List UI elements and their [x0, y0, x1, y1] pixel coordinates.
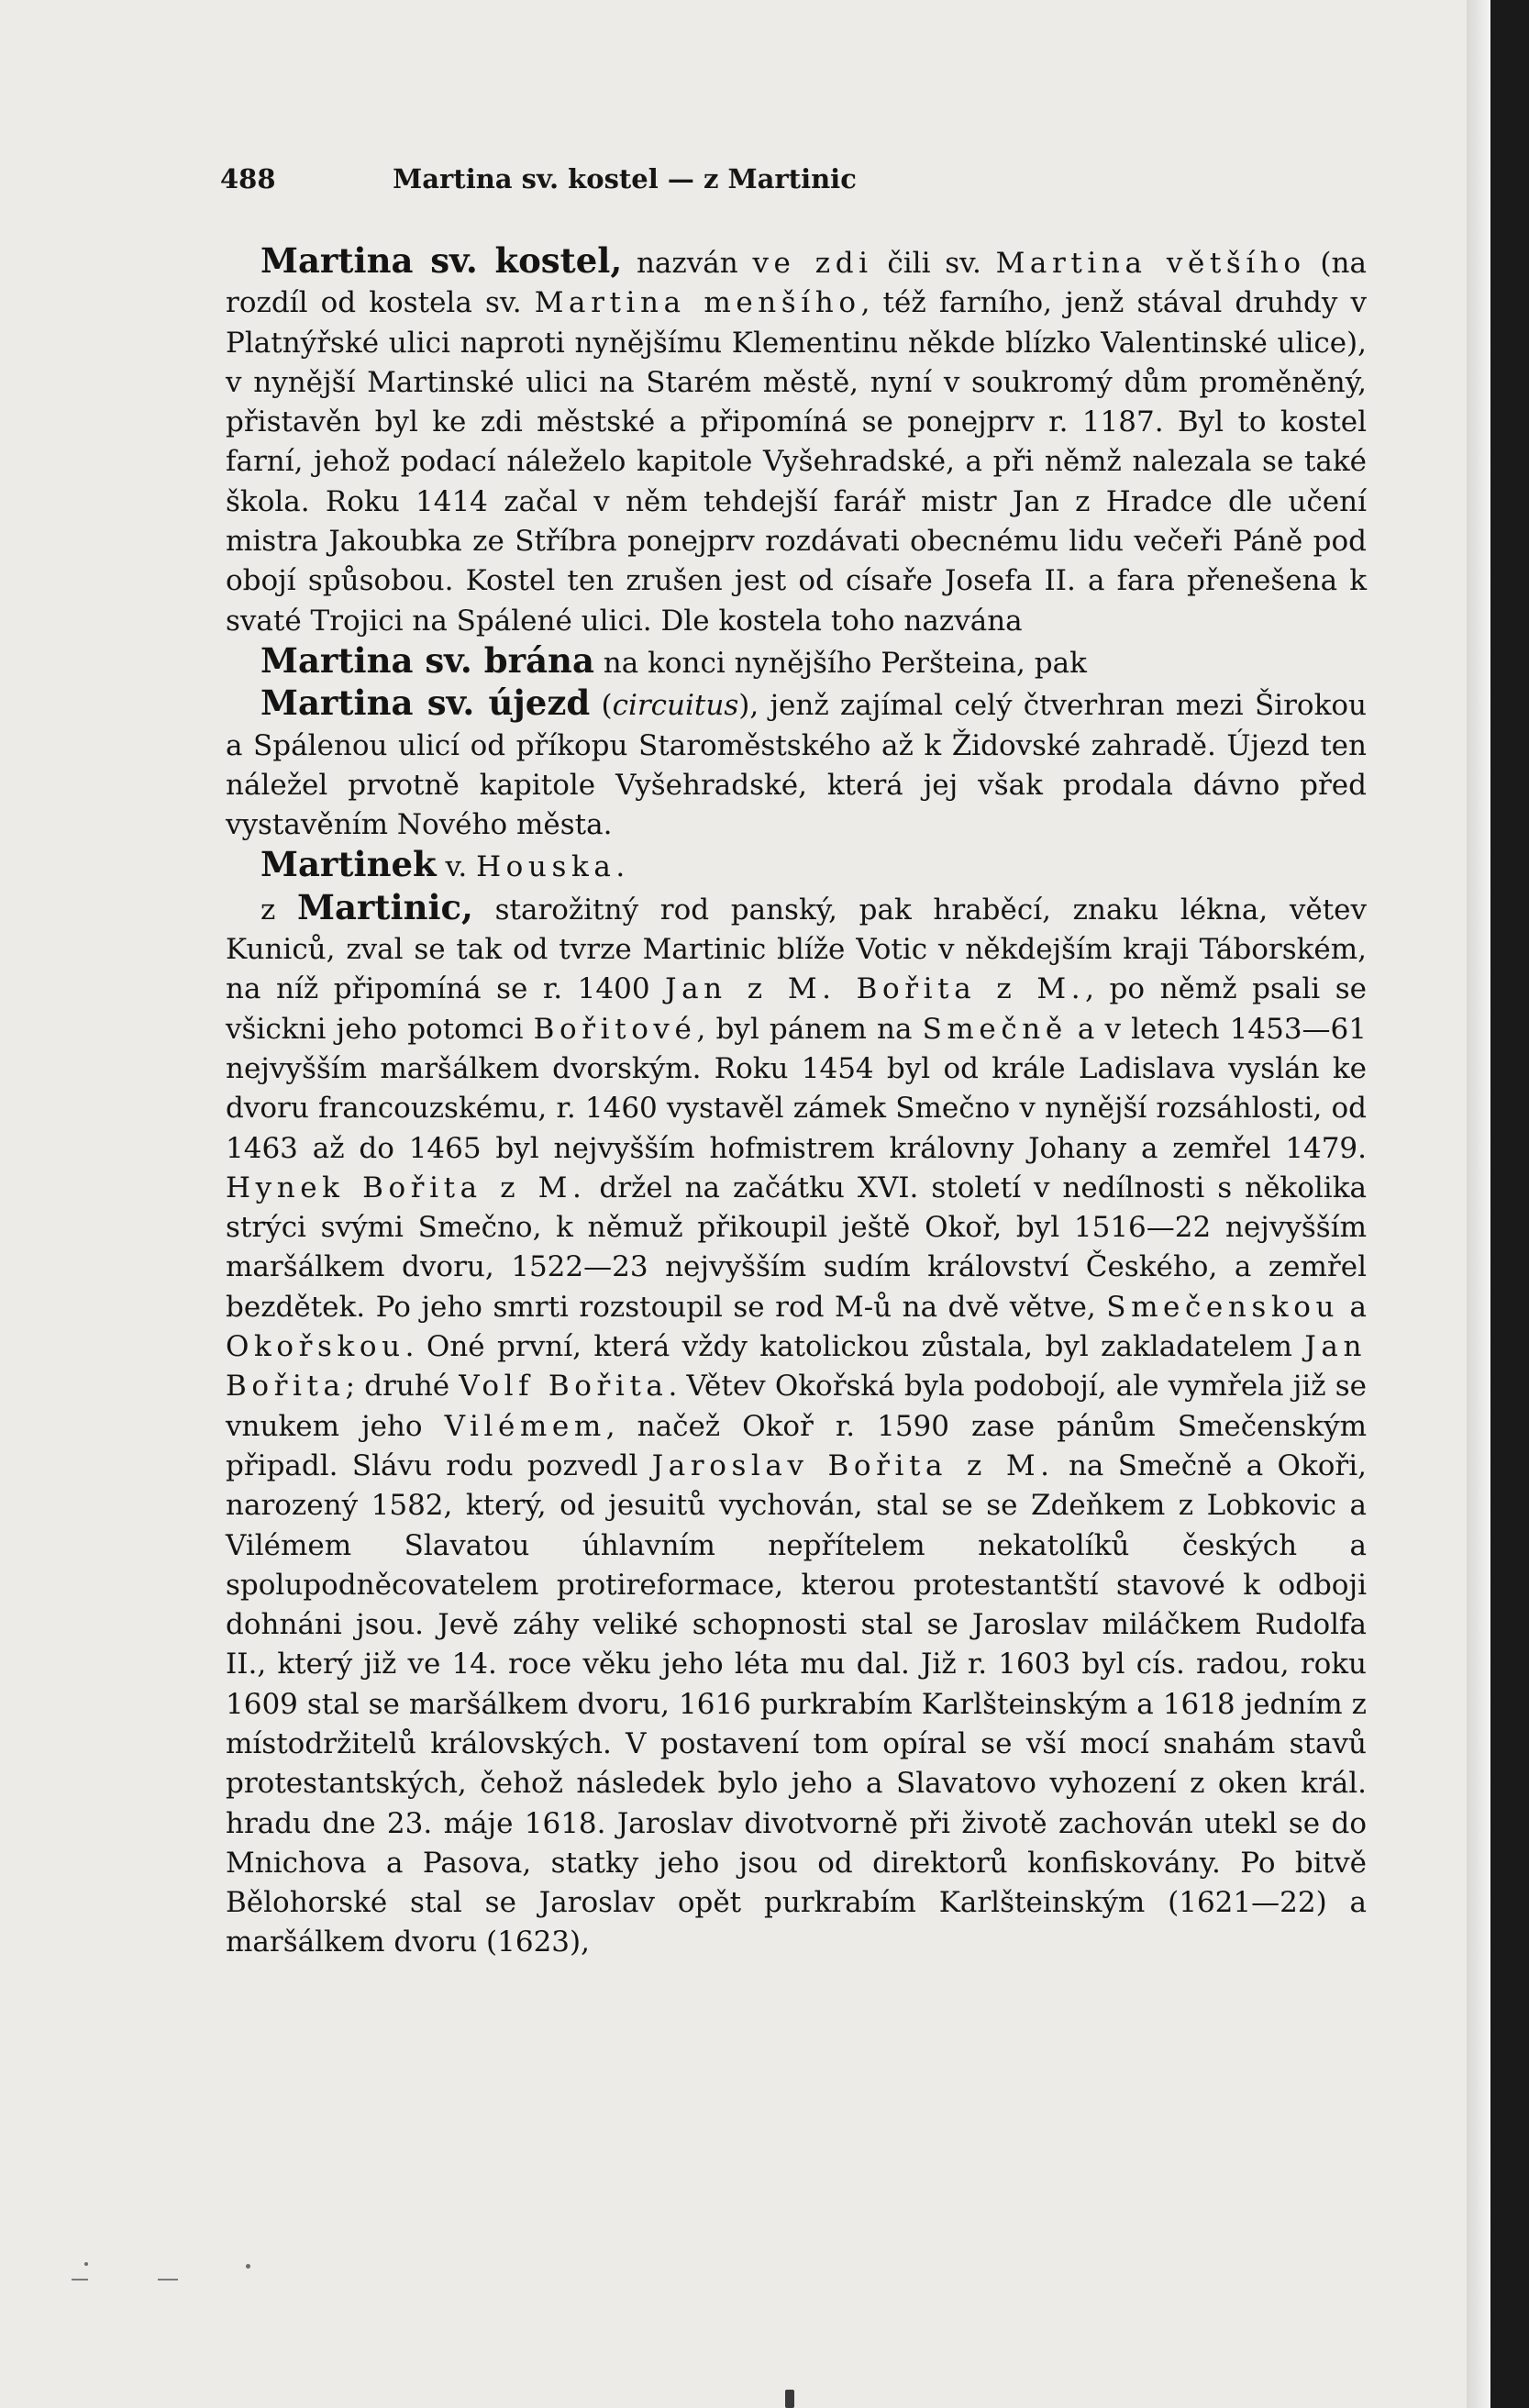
entry-text: , po němž psali se všickni jeho potomci	[226, 972, 1367, 1046]
spaced-text: Jaroslav Bořita z M.	[651, 1448, 1055, 1482]
scan-speck	[84, 2262, 88, 2266]
spaced-text: Smečenskou	[1106, 1290, 1340, 1324]
spaced-text: Hynek Bořita z M.	[226, 1171, 587, 1204]
entry-z-martinic	[226, 888, 1367, 1963]
scan-mark	[158, 2279, 178, 2280]
spaced-text: ve zdi	[752, 247, 873, 280]
spaced-text: Okořskou	[226, 1330, 405, 1364]
scan-artifact	[785, 2390, 794, 2408]
spaced-text: Smečně	[922, 1012, 1068, 1046]
entry-text: (	[590, 689, 613, 723]
entry-headword: Martina sv. újezd	[260, 682, 591, 724]
entry-text: v.	[436, 850, 477, 884]
entry-text: na Smečně a Okoři, narozený 1582, který, od jesuitů vychován, stal se se Zdeňkem z Lobkovic a Vilémem Slavatou úhlavním nepřítelem nekatolíků českých a spolupodněcovatelem protireformace, kterou protestantští stavové k odboji dohnáni jsou. Jevě záhy veliké schopnosti stal se Jaroslav miláčkem Rudolfa II., který již ve 14. roce věku jeho léta mu dal. Již r. 1603 byl cís. radou, roku 1609 stal se maršálkem dvoru, 1616 purkrabím Karlšteinským a 1618 jedním z místodržitelů královských. V postavení tom opíral se vší mocí snahám stavů protestantských, čehož následek bylo jeho a Slavatovo vyhození z oken král. hradu dne 23. máje 1618. Jaroslav divotvorně při životě zachován utekl se do Mnichova a Pasova, statky jeho jsou od direktorů konfiskovány. Po bitvě Bělohorské stal se Jaroslav opět purkrabím Karlšteinským (1621—22) a maršálkem dvoru (1623),	[226, 1448, 1367, 1959]
entry-text: a	[1339, 1290, 1367, 1324]
entry-martinek	[226, 845, 1367, 887]
scan-mark	[72, 2279, 88, 2280]
entry-text: , byl pánem na	[696, 1012, 923, 1046]
entry-text: starožitný rod panský, pak hraběcí, znaku lékna, větev Kuniců, zval se tak od tvrze Martinic blíže Votic v někdejším kraji Táborském, na níž připomíná se r. 1400	[226, 893, 1368, 1006]
spaced-text: Bořitové	[533, 1012, 697, 1046]
entry-headword: Martinek	[260, 844, 437, 885]
entry-headword: Martinic,	[297, 886, 473, 927]
entry-text: , načež Okoř r. 1590 zase pánům Smečenským připadl. Slávu rodu pozvedl	[226, 1409, 1368, 1482]
entry-text: čili sv.	[872, 247, 996, 280]
entry-text: na konci nynějšího Peršteina, pak	[593, 646, 1087, 680]
entry-text: ; druhé	[345, 1370, 460, 1404]
spaced-text: Martina menšího	[534, 286, 861, 320]
entry-text: nazván	[636, 247, 753, 280]
spaced-text: Jan Bořita	[226, 1330, 1367, 1404]
entry-text: . Oné první, která vždy katolickou zůstala, byl zakladatelem	[404, 1330, 1305, 1364]
spaced-text: Martina většího	[995, 247, 1306, 280]
entry-text: držel na začátku XVI. století v nedílnosti s několika strýci svými Smečno, k němuž přikoupil ještě Okoř, byl 1516—22 nejvyšším maršálkem dvoru, 1522—23 nejvyšším sudím království Českého, a zemřel bezdětek. Po jeho smrti rozstoupil se rod M-ů na dvě větve,	[226, 1171, 1367, 1324]
entry-headword: Martina sv. kostel,	[260, 240, 623, 281]
scan-speck	[246, 2264, 250, 2269]
page-header	[220, 163, 1029, 202]
spaced-text: Vilémem	[444, 1409, 606, 1443]
page-number: 488	[220, 163, 276, 194]
entry-text: ), jenž zajímal celý čtverhran mezi Širokou a Spálenou ulicí od příkopu Staroměstského až k Židovské zahradě. Újezd ten náležel prvotně kapitole Vyšehradské, která jej však prodala dávno před vystavěním Nového města.	[226, 689, 1367, 842]
spaced-text: Houska	[476, 850, 616, 884]
spaced-text: Jan z M. Bořita z M.	[665, 972, 1086, 1006]
entry-text: .	[615, 850, 626, 884]
running-title: Martina sv. kostel — z Martinic	[393, 163, 857, 194]
entry-text: . Větev Okořská byla podobojí, ale vymřela již se vnukem jeho	[226, 1370, 1367, 1443]
entry-martina-ujezd	[226, 683, 1367, 845]
entry-text: , též farního, jenž stával druhdy v Platnýřské ulici naproti nynějšímu Klementinu někde blízko Valentinské ulice), v nynější Martinské ulici na Starém městě, nyní v soukromý dům proměněný, přistavěn byl ke zdi městské a připomíná se ponejprv r. 1187. Byl to kostel farní, jehož podací náleželo kapitole Vyšehradské, a při němž nalezala se také škola. Roku 1414 začal v něm tehdejší farář mistr Jan z Hradce dle učení mistra Jakoubka ze Stříbra ponejprv rozdávati obecnému lidu večeři Páně pod obojí spůsobou. Kostel ten zrušen jest od císaře Josefa II. a fara přenešena k svaté Trojici na Spálené ulici. Dle kostela toho nazvána	[226, 286, 1367, 638]
entry-martina-kostel	[226, 241, 1367, 641]
entry-martina-brana	[226, 641, 1367, 683]
entry-headword-prefix: z	[260, 893, 297, 927]
page-body	[226, 241, 1367, 1963]
entry-text: (na rozdíl od kostela sv.	[226, 247, 1367, 320]
spaced-text: Volf Bořita	[459, 1370, 669, 1404]
entry-headword: Martina sv. brána	[260, 639, 594, 681]
entry-text: a v letech 1453—61 nejvyšším maršálkem dvorským. Roku 1454 byl od krále Ladislava vyslán ke dvoru francouzskému, r. 1460 vystavěl zámek Smečno v nynější rozsáhlosti, od 1463 až do 1465 byl nejvyšším hofmistrem královny Johany a zemřel 1479.	[226, 1012, 1368, 1165]
italic-text: circuitus	[612, 689, 739, 723]
